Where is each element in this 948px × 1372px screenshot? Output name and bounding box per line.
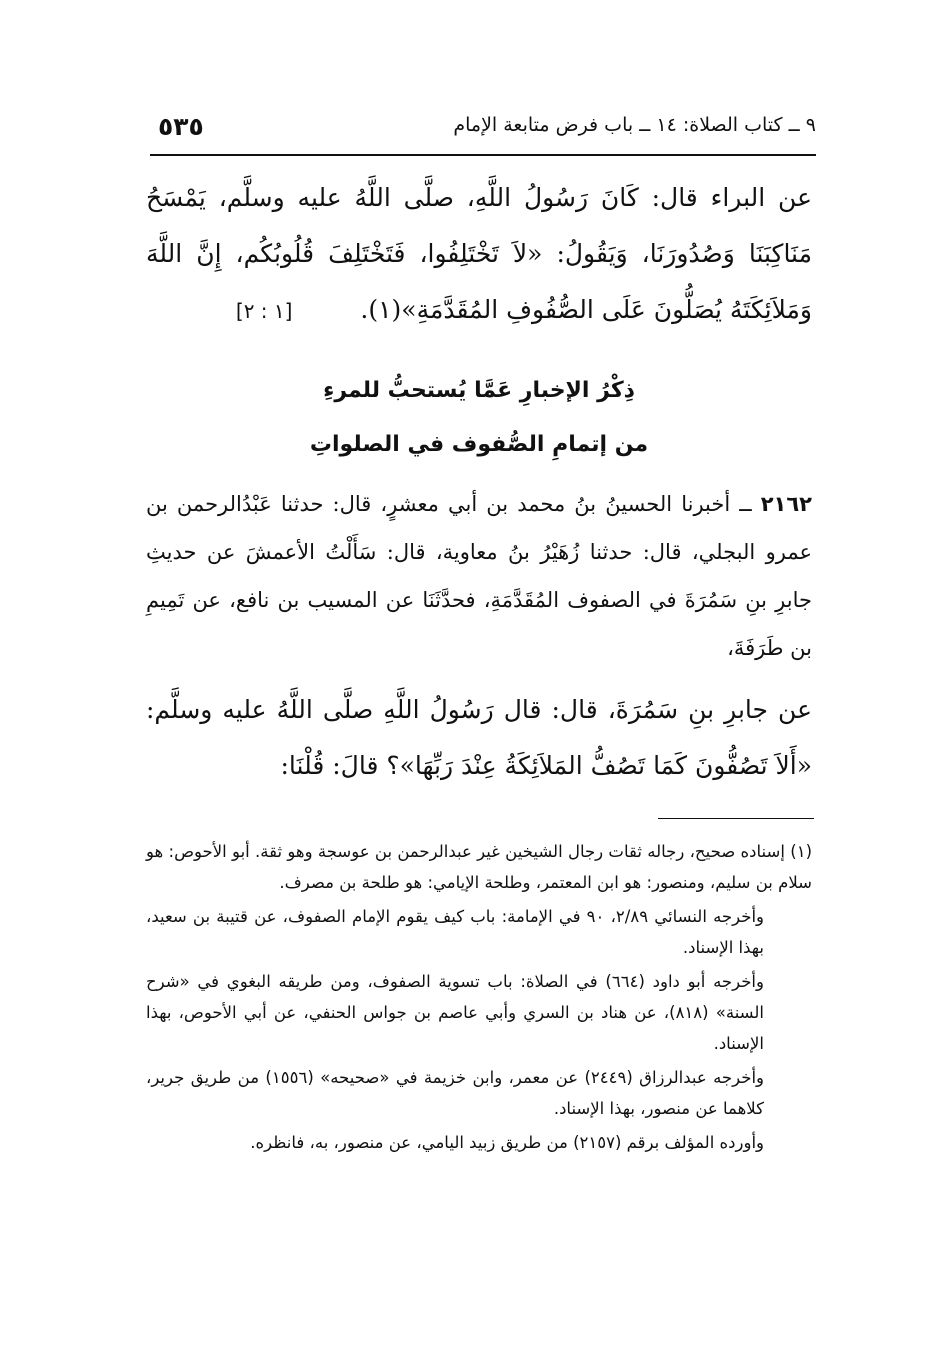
hadith-2-text: عن جابرِ بنِ سَمُرَةَ، قال: قال رَسُولُ اللَّهِ صلَّى اللَّهُ عليه وسلَّم: «أَلاَ تَصُفُّونَ كَمَا تَصُفُّ المَلاَئِكَةُ عِنْدَ رَبِّهَا»؟ قالَ: قُلْنَا: [146,695,812,780]
hadith-1-reference: [١ : ٢] [235,299,293,323]
chapter-heading [146,364,812,472]
page-header [150,108,816,148]
footnote-paragraph: وأخرجه النسائي ٢/٨٩، ٩٠ في الإمامة: باب كيف يقوم الإمام الصفوف، عن قتيبة بن سعيد، بهذا الإسناد. [146,907,764,957]
hadith-1 [146,170,812,339]
hadith-number: ٢١٦٢ [760,492,812,516]
footnote-divider [658,818,814,819]
hadith-2 [146,682,812,794]
footnote-paragraph: وأخرجه أبو داود (٦٦٤) في الصلاة: باب تسوية الصفوف، ومن طريقه البغوي في «شرح السنة» (٨١٨)، عن هناد بن السري وأبي عاصم بن جواس الحنفي، عن أبي الأحوص، بهذا الإسناد. [146,972,765,1053]
footnote-paragraph: (١) إسناده صحيح، رجاله ثقات رجال الشيخين غير عبدالرحمن بن عوسجة وهو ثقة. أبو الأحوص: هو سلام بن سليم، ومنصور: هو ابن المعتمر، وطلحة الإيامي: هو طلحة بن مصرف. [146,842,812,892]
hadith-2-isnad [146,480,812,672]
footnote-paragraph: وأخرجه عبدالرزاق (٢٤٤٩) عن معمر، وابن خزيمة في «صحيحه» (١٥٥٦) من طريق جرير، كلاهما عن منصور، بهذا الإسناد. [146,1068,764,1118]
hadith-1-text: عن البراء قال: كَانَ رَسُولُ اللَّهِ، صلَّى اللَّهُ عليه وسلَّم، يَمْسَحُ مَنَاكِبَنَا وَصُدُورَنَا، وَيَقُولُ: «لاَ تَخْتَلِفُوا، فَتَخْتَلِفَ قُلُوبُكُم، إِنَّ اللَّهَ وَمَلاَئِكَتَهُ يُصَلُّونَ عَلَى الصُّفُوفِ المُقَدَّمَةِ»(١). [146,183,812,324]
chapter-heading-line-1: ذِكْرُ الإخبارِ عَمَّا يُستحبُّ للمرءِ [323,378,635,403]
footnotes [146,836,812,1161]
chapter-heading-line-2: من إتمامِ الصُّفوف في الصلواتِ [309,432,649,457]
header-divider [150,154,816,156]
page-number: ٥٣٥ [158,112,204,141]
isnad-text: ــ أخبرنا الحسينُ بنُ محمد بن أبي معشرٍ، قال: حدثنا عَبْدُالرحمن بن عمرو البجلي، قال: حدثنا زُهَيْرُ بنُ معاوية، قال: سَأَلْتُ الأعمشَ عن حديثِ جابرِ بنِ سَمُرَةَ في الصفوف المُقَدَّمَةِ، فحدَّثَنَا عن المسيب بن نافع، عن تَمِيمِ بن طَرَفَةَ، [146,492,812,660]
footnote-paragraph: وأورده المؤلف برقم (٢١٥٧) من طريق زبيد اليامي، عن منصور، به، فانظره. [250,1133,764,1152]
running-title: ٩ ــ كتاب الصلاة: ١٤ ــ باب فرض متابعة الإمام [453,114,816,136]
